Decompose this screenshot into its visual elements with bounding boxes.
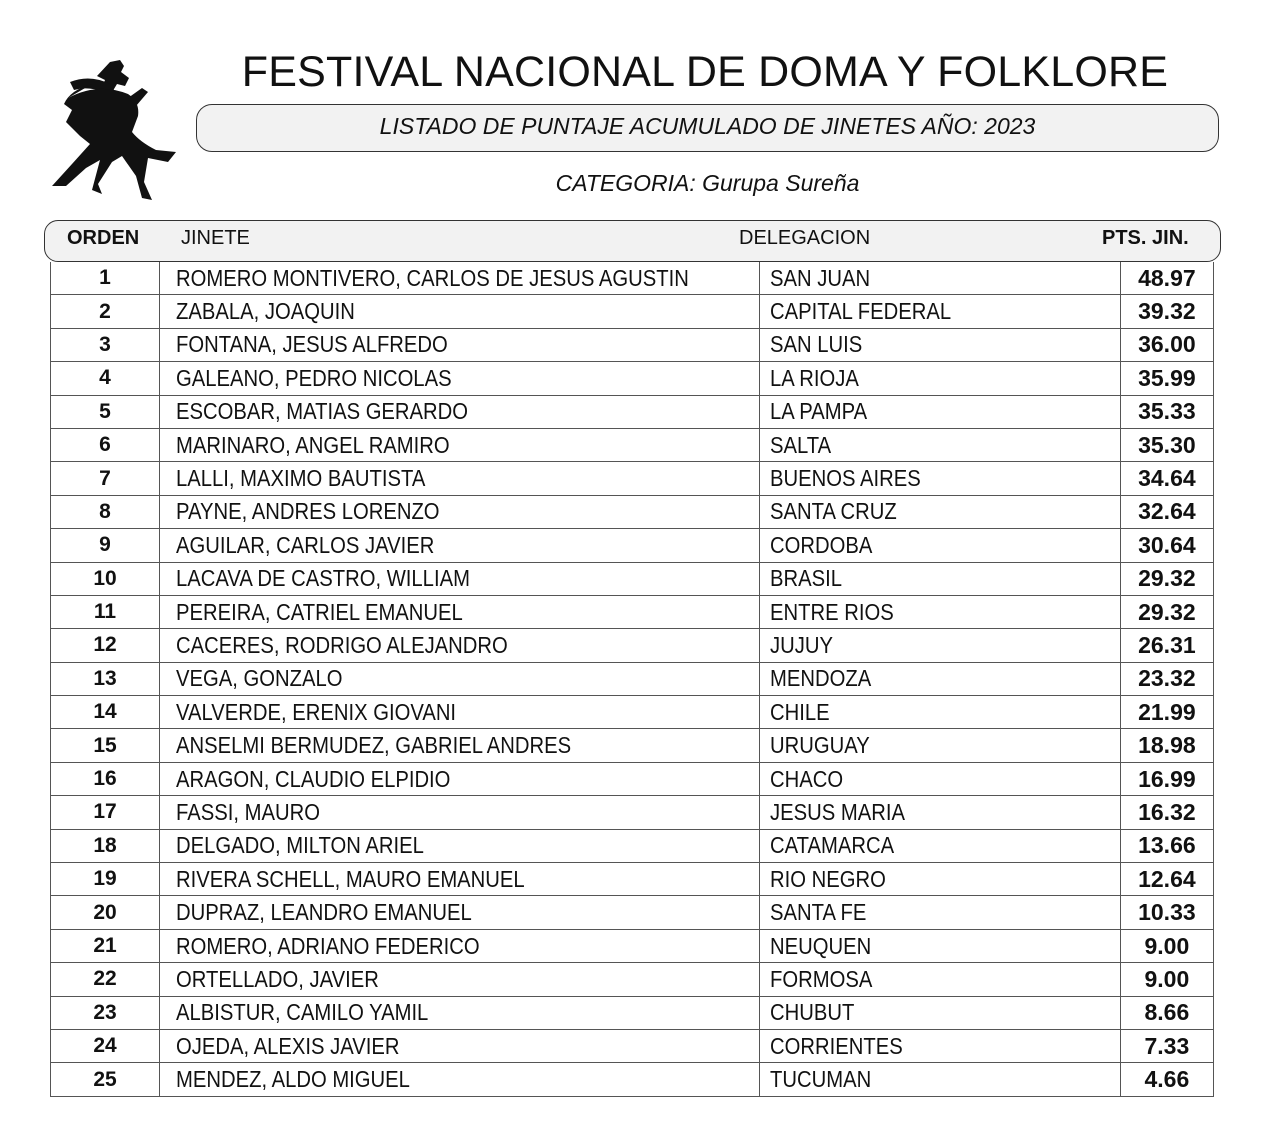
table-row [51,428,1214,461]
table-row [51,328,1214,361]
jinete-cell-text: PEREIRA, CATRIEL EMANUEL [176,598,463,625]
pts-cell [1120,1029,1213,1062]
pts-cell [1120,428,1213,461]
table-row [51,829,1214,862]
delegacion-cell [759,262,1120,295]
table-row [51,295,1214,328]
orden-cell [51,629,160,662]
pts-cell-text: 48.97 [1138,264,1196,291]
orden-cell-text: 6 [99,433,111,457]
pts-cell [1120,595,1213,628]
category-label: CATEGORIA: Gurupa Sureña [555,170,860,196]
pts-cell [1120,762,1213,795]
delegacion-cell [759,696,1120,729]
orden-cell-text: 4 [99,366,111,390]
jinete-cell-text: LALLI, MAXIMO BAUTISTA [176,465,426,492]
delegacion-cell [759,929,1120,962]
pts-cell-text: 9.00 [1144,932,1190,959]
jinete-cell [160,595,760,628]
delegacion-cell [759,495,1120,528]
delegacion-cell [759,295,1120,328]
table-row [51,462,1214,495]
delegacion-cell-text: CHACO [769,765,843,792]
subtitle: LISTADO DE PUNTAJE ACUMULADO DE JINETES AÑO: 2023 [379,113,1036,139]
delegacion-cell [759,1029,1120,1062]
orden-cell-text: 15 [93,733,117,757]
delegacion-cell [759,395,1120,428]
jinete-cell [160,1063,760,1096]
delegacion-cell-text: JUJUY [769,631,833,658]
jinete-cell [160,662,760,695]
pts-cell-text: 30.64 [1138,531,1196,558]
delegacion-cell-text: TUCUMAN [769,1066,871,1093]
orden-cell-text: 11 [93,600,117,624]
orden-cell [51,595,160,628]
column-header-orden: ORDEN [67,227,140,249]
delegacion-cell [759,829,1120,862]
jinete-cell [160,495,760,528]
jinete-cell-text: CACERES, RODRIGO ALEJANDRO [176,631,508,658]
pts-cell-text: 29.32 [1138,565,1196,592]
table-row [51,629,1214,662]
delegacion-cell [759,796,1120,829]
delegacion-cell-text: LA PAMPA [769,398,867,425]
pts-cell [1120,295,1213,328]
delegacion-cell-text: MENDOZA [769,665,871,692]
delegacion-cell [759,729,1120,762]
pts-cell [1120,629,1213,662]
jinete-cell [160,328,760,361]
jinete-cell-text: VALVERDE, ERENIX GIOVANI [176,698,457,725]
delegacion-cell [759,328,1120,361]
jinete-cell [160,428,760,461]
orden-cell [51,796,160,829]
orden-cell-text: 22 [93,967,117,991]
jinete-cell [160,762,760,795]
jinete-cell [160,562,760,595]
delegacion-cell [759,529,1120,562]
pts-cell [1120,863,1213,896]
orden-cell [51,963,160,996]
pts-cell-text: 16.99 [1138,765,1196,792]
orden-cell [51,1063,160,1096]
table-row [51,896,1214,929]
orden-cell [51,996,160,1029]
delegacion-cell-text: NEUQUEN [769,932,871,959]
pts-cell [1120,1063,1213,1096]
jinete-cell-text: AGUILAR, CARLOS JAVIER [176,531,435,558]
delegacion-cell-text: SAN LUIS [769,331,862,358]
orden-cell [51,729,160,762]
pts-cell-text: 39.32 [1138,298,1196,325]
pts-cell-text: 8.66 [1144,999,1190,1026]
delegacion-cell [759,629,1120,662]
jinete-cell-text: LACAVA DE CASTRO, WILLIAM [176,565,470,592]
jinete-cell-text: RIVERA SCHELL, MAURO EMANUEL [176,865,525,892]
orden-cell [51,896,160,929]
table-row [51,595,1214,628]
pts-cell [1120,696,1213,729]
orden-cell [51,929,160,962]
orden-cell [51,863,160,896]
pts-cell [1120,262,1213,295]
delegacion-cell-text: LA RIOJA [769,364,859,391]
jinete-cell-text: OJEDA, ALEXIS JAVIER [176,1032,400,1059]
jinete-cell-text: ESCOBAR, MATIAS GERARDO [176,398,469,425]
pts-cell-text: 35.99 [1138,364,1196,391]
delegacion-cell [759,428,1120,461]
pts-cell-text: 36.00 [1138,331,1196,358]
subtitle-box [196,104,1219,152]
pts-cell-text: 34.64 [1138,465,1196,492]
delegacion-cell [759,1063,1120,1096]
pts-cell-text: 21.99 [1138,698,1196,725]
orden-cell [51,495,160,528]
jinete-cell-text: FASSI, MAURO [176,798,320,825]
jinete-cell [160,729,760,762]
table-row [51,929,1214,962]
delegacion-cell [759,595,1120,628]
pts-cell-text: 26.31 [1138,631,1196,658]
pts-cell [1120,963,1213,996]
orden-cell [51,328,160,361]
jinete-cell [160,262,760,295]
pts-cell [1120,328,1213,361]
horse-rider-logo-icon [40,58,192,206]
orden-cell [51,662,160,695]
delegacion-cell-text: ENTRE RIOS [769,598,894,625]
pts-cell-text: 9.00 [1144,965,1190,992]
table-row [51,262,1214,295]
orden-cell-text: 2 [99,299,111,323]
jinete-cell-text: ORTELLADO, JAVIER [176,965,379,992]
orden-cell-text: 1 [99,266,111,290]
pts-cell [1120,729,1213,762]
pts-cell-text: 18.98 [1138,732,1196,759]
orden-cell [51,829,160,862]
jinete-cell [160,829,760,862]
pts-cell-text: 32.64 [1138,498,1196,525]
orden-cell-text: 24 [93,1034,117,1058]
table-row [51,696,1214,729]
pts-cell-text: 7.33 [1144,1032,1190,1059]
jinete-cell [160,629,760,662]
jinete-cell-text: DELGADO, MILTON ARIEL [176,832,424,859]
jinete-cell-text: GALEANO, PEDRO NICOLAS [176,364,452,391]
pts-cell-text: 13.66 [1138,832,1196,859]
jinete-cell-text: VEGA, GONZALO [176,665,343,692]
orden-cell [51,262,160,295]
delegacion-cell-text: SANTA FE [769,899,867,926]
jinete-cell-text: MENDEZ, ALDO MIGUEL [176,1066,410,1093]
column-header-pts: PTS. JIN. [1102,227,1189,249]
jinete-cell [160,796,760,829]
delegacion-cell-text: JESUS MARIA [769,798,905,825]
table-row [51,562,1214,595]
table-row [51,495,1214,528]
jinete-cell [160,295,760,328]
orden-cell-text: 20 [93,900,117,924]
jinete-cell [160,696,760,729]
jinete-cell [160,929,760,962]
orden-cell [51,1029,160,1062]
orden-cell [51,362,160,395]
pts-cell [1120,562,1213,595]
table-header [44,220,1221,262]
pts-cell-text: 29.32 [1138,598,1196,625]
pts-cell [1120,896,1213,929]
pts-cell [1120,829,1213,862]
jinete-cell-text: DUPRAZ, LEANDRO EMANUEL [176,899,472,926]
delegacion-cell-text: CHUBUT [769,999,855,1026]
jinete-cell [160,529,760,562]
delegacion-cell-text: SALTA [769,431,831,458]
jinete-cell [160,896,760,929]
orden-cell-text: 3 [99,332,111,356]
pts-cell [1120,662,1213,695]
delegacion-cell-text: BRASIL [769,565,842,592]
pts-cell [1120,495,1213,528]
jinete-cell-text: ARAGON, CLAUDIO ELPIDIO [176,765,451,792]
pts-cell [1120,529,1213,562]
table-row [51,529,1214,562]
jinete-cell-text: ROMERO, ADRIANO FEDERICO [176,932,480,959]
delegacion-cell-text: CHILE [769,698,830,725]
delegacion-cell-text: CORDOBA [769,531,873,558]
orden-cell-text: 16 [93,767,117,791]
table-row [51,362,1214,395]
document-title: FESTIVAL NACIONAL DE DOMA Y FOLKLORE [241,48,1169,96]
table-row [51,729,1214,762]
delegacion-cell-text: SANTA CRUZ [769,498,897,525]
delegacion-cell [759,863,1120,896]
jinete-cell [160,963,760,996]
pts-cell [1120,929,1213,962]
orden-cell-text: 25 [93,1067,117,1091]
pts-cell-text: 23.32 [1138,665,1196,692]
pts-cell [1120,362,1213,395]
column-header-delegacion: DELEGACION [739,227,871,249]
orden-cell [51,462,160,495]
jinete-cell-text: ZABALA, JOAQUIN [176,298,355,325]
delegacion-cell-text: RIO NEGRO [769,865,886,892]
delegacion-cell-text: URUGUAY [769,732,870,759]
delegacion-cell [759,762,1120,795]
pts-cell-text: 4.66 [1144,1066,1190,1093]
orden-cell [51,562,160,595]
orden-cell [51,428,160,461]
orden-cell [51,395,160,428]
pts-cell [1120,796,1213,829]
pts-cell-text: 12.64 [1138,865,1196,892]
delegacion-cell-text: CORRIENTES [769,1032,903,1059]
table-row [51,662,1214,695]
orden-cell-text: 13 [93,666,117,690]
table-row [51,395,1214,428]
orden-cell-text: 14 [93,700,117,724]
orden-cell-text: 19 [93,867,117,891]
pts-cell-text: 35.33 [1138,398,1196,425]
delegacion-cell [759,362,1120,395]
table-row [51,762,1214,795]
delegacion-cell-text: BUENOS AIRES [769,465,921,492]
delegacion-cell-text: CAPITAL FEDERAL [769,298,951,325]
table-row [51,796,1214,829]
delegacion-cell [759,562,1120,595]
table-row [51,1063,1214,1096]
jinete-cell [160,395,760,428]
orden-cell-text: 17 [93,800,117,824]
delegacion-cell-text: SAN JUAN [769,264,870,291]
delegacion-cell [759,662,1120,695]
jinete-cell [160,863,760,896]
orden-cell [51,529,160,562]
orden-cell-text: 10 [93,566,117,590]
orden-cell-text: 9 [99,533,111,557]
jinete-cell [160,1029,760,1062]
jinete-cell-text: ALBISTUR, CAMILO YAMIL [176,999,429,1026]
orden-cell-text: 21 [93,934,117,957]
delegacion-cell [759,996,1120,1029]
orden-cell-text: 23 [93,1000,117,1024]
delegacion-cell [759,896,1120,929]
pts-cell-text: 35.30 [1138,431,1196,458]
table-row [51,1029,1214,1062]
orden-cell-text: 5 [99,399,111,423]
orden-cell [51,696,160,729]
orden-cell-text: 8 [99,499,111,523]
table-row [51,996,1214,1029]
pts-cell [1120,395,1213,428]
delegacion-cell-text: FORMOSA [769,965,873,992]
delegacion-cell [759,462,1120,495]
pts-cell-text: 16.32 [1138,798,1196,825]
pts-cell [1120,462,1213,495]
jinete-cell-text: ROMERO MONTIVERO, CARLOS DE JESUS AGUSTIN [176,264,689,291]
pts-cell-text: 10.33 [1138,899,1196,926]
table-row [51,963,1214,996]
jinete-cell-text: PAYNE, ANDRES LORENZO [176,498,440,525]
orden-cell-text: 7 [99,466,111,490]
column-header-jinete: JINETE [181,227,250,249]
jinete-cell-text: ANSELMI BERMUDEZ, GABRIEL ANDRES [176,732,572,759]
jinete-cell [160,462,760,495]
jinete-cell-text: MARINARO, ANGEL RAMIRO [176,431,450,458]
results-table [50,262,1214,1097]
orden-cell [51,295,160,328]
delegacion-cell [759,963,1120,996]
delegacion-cell-text: CATAMARCA [769,832,894,859]
pts-cell [1120,996,1213,1029]
orden-cell [51,762,160,795]
table-row [51,863,1214,896]
jinete-cell-text: FONTANA, JESUS ALFREDO [176,331,448,358]
jinete-cell [160,996,760,1029]
orden-cell-text: 12 [93,633,117,657]
jinete-cell [160,362,760,395]
orden-cell-text: 18 [93,833,117,857]
